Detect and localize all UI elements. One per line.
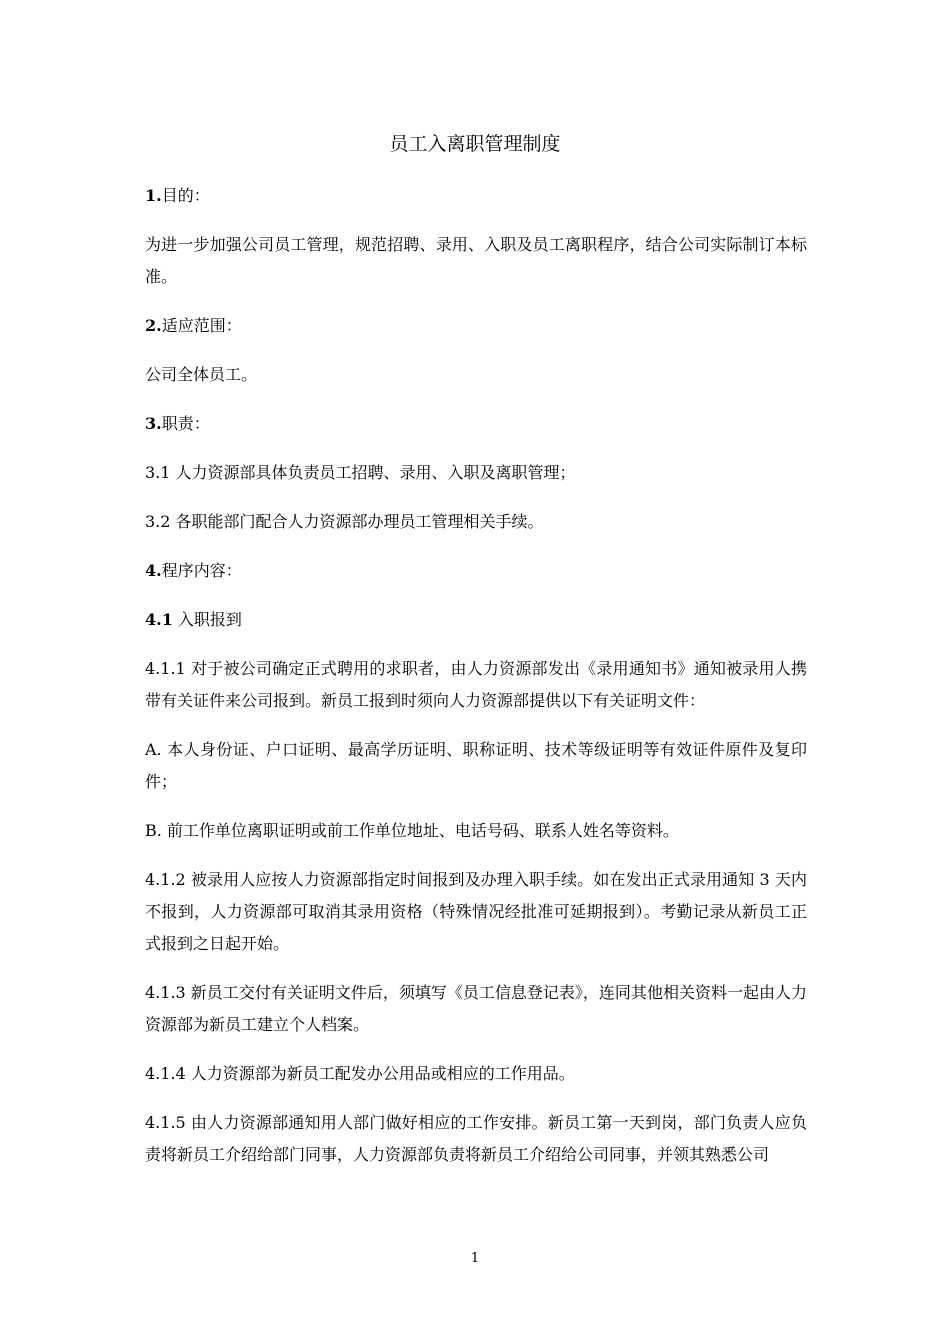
section-4-1-2-text: 4.1.2 被录用人应按人力资源部指定时间报到及办理入职手续。如在发出正式录用通知 3 天内不报到，人力资源部可取消其录用资格（特殊情况经批准可延期报到）。考勤记录从新员工正式报到之日起开始。 xyxy=(145,870,807,953)
section-4-1-1-item-a: A. 本人身份证、户口证明、最高学历证明、职称证明、技术等级证明等有效证件原件及复印件； xyxy=(145,740,807,791)
section-3-2-text: 3.2 各职能部门配合人力资源部办理员工管理相关手续。 xyxy=(145,512,544,531)
section-1-text: 为进一步加强公司员工管理，规范招聘、录用、入职及员工离职程序，结合公司实际制订本标准。 xyxy=(145,235,807,286)
document-title: 员工入离职管理制度 xyxy=(389,133,561,155)
section-4-1-1-text: 4.1.1 对于被公司确定正式聘用的求职者，由人力资源部发出《录用通知书》通知被录用人携带有关证件来公司报到。新员工报到时须向人力资源部提供以下有关证明文件： xyxy=(145,659,807,710)
section-4-1-4-text: 4.1.4 人力资源部为新员工配发办公用品或相应的工作用品。 xyxy=(145,1064,575,1083)
section-3-heading xyxy=(145,408,807,440)
section-4-1-3-text: 4.1.3 新员工交付有关证明文件后，须填写《员工信息登记表》，连同其他相关资料一起由人力资源部为新员工建立个人档案。 xyxy=(145,983,807,1034)
section-4-1-label: 入职报到 xyxy=(172,610,242,629)
section-4-1-heading xyxy=(145,604,807,636)
section-2-text: 公司全体员工。 xyxy=(145,365,258,384)
section-4-1-number: 4.1 xyxy=(145,610,173,629)
section-4-heading xyxy=(145,555,807,587)
page-number: 1 xyxy=(470,1251,480,1266)
section-3-number: 3. xyxy=(145,414,162,433)
section-3-label: 职责： xyxy=(161,414,210,433)
section-4-1-5-text: 4.1.5 由人力资源部通知用人部门做好相应的工作安排。新员工第一天到岗，部门负责人应负责将新员工介绍给部门同事，人力资源部负责将新员工介绍给公司同事，并领其熟悉公司 xyxy=(145,1113,807,1164)
section-4-number: 4. xyxy=(145,561,162,580)
document-body xyxy=(145,180,807,1188)
section-4-1-1-item-b: B. 前工作单位离职证明或前工作单位地址、电话号码、联系人姓名等资料。 xyxy=(145,821,679,840)
section-1-heading xyxy=(145,180,807,212)
section-4-label: 程序内容： xyxy=(161,561,242,580)
section-1-label: 目的： xyxy=(161,186,210,205)
section-1-number: 1. xyxy=(145,186,162,205)
section-2-number: 2. xyxy=(145,316,162,335)
section-2-heading xyxy=(145,310,807,342)
section-3-1-text: 3.1 人力资源部具体负责员工招聘、录用、入职及离职管理； xyxy=(145,463,576,482)
section-2-label: 适应范围： xyxy=(161,316,242,335)
